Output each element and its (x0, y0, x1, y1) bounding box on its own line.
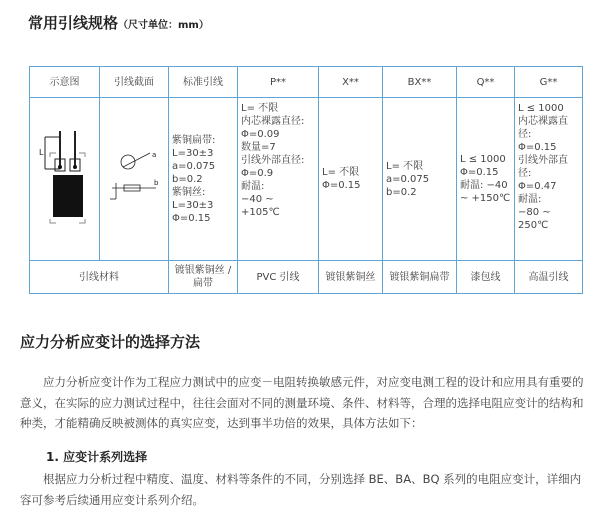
title-unit: （尺寸单位：mm） (118, 20, 209, 31)
cross-section-diagram (106, 147, 162, 207)
footer-cell: 镀银紫铜丝 / 扁带 (169, 261, 238, 294)
table-footer-row (30, 261, 583, 294)
footer-cell: 镀银紫铜丝 (319, 261, 383, 294)
subsection-paragraph: 根据应力分析过程中精度、温度、材料等条件的不同，分别选择 BE、BA、BQ 系列的电阻应变计，详细内容可参考后续通用应变计系列介绍。 (20, 472, 582, 507)
header-cell: 示意图 (30, 67, 100, 98)
header-cell: G** (515, 67, 583, 98)
diagram-label-l: L (38, 148, 43, 157)
table-row (30, 98, 583, 261)
title-text: 常用引线规格 (28, 14, 119, 32)
section-title: 应力分析应变计的选择方法 (20, 333, 201, 351)
header-cell: P** (238, 67, 319, 98)
g-spec: L ≤ 1000 内芯裸露直径: Φ=0.15 引线外部直径: Φ=0.47 耐温: −80 ~ 250℃ (515, 98, 583, 261)
bx-spec: L= 不限 a=0.075 b=0.2 (383, 98, 457, 261)
page-title (28, 12, 209, 33)
footer-cell: 镀银紫铜扁带 (383, 261, 457, 294)
header-cell: 标准引线 (169, 67, 238, 98)
lead-spec-table (29, 66, 583, 294)
gauge-diagram-cell (30, 98, 100, 261)
header-cell: 引线截面 (100, 67, 169, 98)
table-header-row (30, 67, 583, 98)
strain-gauge-diagram (35, 129, 95, 225)
q-spec: L ≤ 1000 Φ=0.15 耐温: −40 ~ +150℃ (457, 98, 515, 261)
footer-cell: 高温引线 (515, 261, 583, 294)
subsection-title: 1. 应变计系列选择 (46, 450, 148, 464)
intro-paragraph: 应力分析应变计作为工程应力测试中的应变－电阻转换敏感元件，对应变电测工程的设计和应用具有重要的意义，在实际的应力测试过程中，往往会面对不同的测量环境、条件、材料等，合理的选择电阻应变计的结构和种类，才能精确反映被测体的真实应变，达到事半功倍的效果，具体方法如下： (20, 375, 584, 430)
footer-cell: PVC 引线 (238, 261, 319, 294)
header-cell: Q** (457, 67, 515, 98)
header-cell: X** (319, 67, 383, 98)
diagram-label-b: b (154, 179, 159, 187)
header-cell: BX** (383, 67, 457, 98)
footer-cell: 引线材料 (30, 261, 169, 294)
cross-section-cell (100, 98, 169, 261)
standard-lead-spec: 紫铜扁带: L=30±3 a=0.075 b=0.2 紫铜丝: L=30±3 Φ=0.15 (169, 98, 238, 261)
footer-cell: 漆包线 (457, 261, 515, 294)
x-spec: L= 不限 Φ=0.15 (319, 98, 383, 261)
diagram-label-a: a (152, 151, 157, 159)
p-spec: L= 不限 内芯裸露直径: Φ=0.09 数量=7 引线外部直径: Φ=0.9 耐温: −40 ~ +105℃ (238, 98, 319, 261)
